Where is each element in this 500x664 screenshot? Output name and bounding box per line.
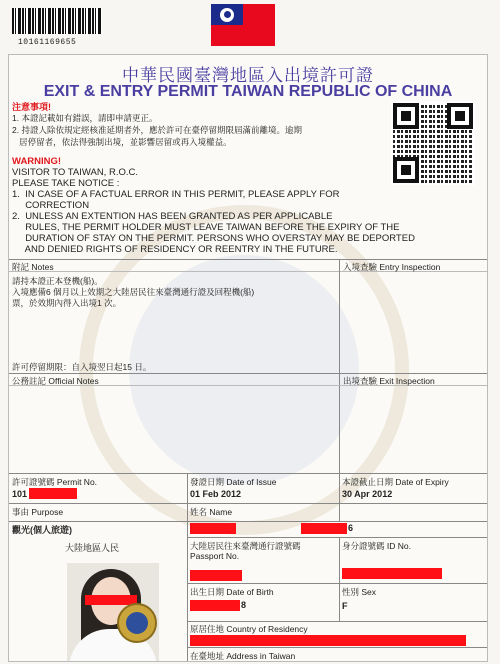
official-notes-label: 公務註記 Official Notes (12, 376, 99, 386)
id-no-label: 身分證號碼 ID No. (342, 541, 411, 551)
date-of-issue-label: 發證日期 Date of Issue (190, 477, 277, 487)
date-of-birth-value-tail: 8 (241, 600, 247, 610)
date-of-expiry-value: 30 Apr 2012 (342, 489, 393, 499)
notice-item-2-cont: 居停留者，依法得強制出境，並影響居留或再入境權益。 (12, 137, 232, 147)
notes-label: 附記 Notes (12, 262, 54, 272)
date-of-birth-label: 出生日期 Date of Birth (190, 587, 274, 597)
notice-item-1: 1. 本證記載如有錯誤，請即申請更正。 (12, 113, 158, 123)
notice-heading-zh: 注意事項! (12, 102, 51, 112)
warning-line-3: 1. IN CASE OF A FACTUAL ERROR IN THIS PERMIT, PLEASE APPLY FOR (12, 189, 340, 200)
warning-line-7: DURATION OF STAY ON THE PERMIT. PERSONS WHO OVERSTAY MAY BE DEPORTED (12, 233, 415, 244)
id-no-redaction (342, 568, 442, 579)
agency-emblem-icon (117, 603, 157, 643)
passport-no-label-zh: 大陸居民往來臺灣通行證號碼 (190, 541, 301, 551)
address-label: 在臺地址 Address in Taiwan (190, 651, 296, 661)
sex-value: F (342, 601, 348, 611)
permit-no-label: 許可證號碼 Permit No. (12, 477, 98, 487)
name-value-tail: 6 (348, 523, 354, 533)
notes-line-3: 票，於效期內得入出境1 次。 (12, 298, 122, 308)
date-of-birth-redaction (190, 600, 240, 611)
title-chinese: 中華民國臺灣地區入出境許可證 (122, 66, 374, 85)
warning-line-4: CORRECTION (12, 200, 90, 211)
exit-inspection-label: 出境查驗 Exit Inspection (343, 376, 435, 386)
name-label: 姓名 Name (190, 507, 233, 517)
warning-line-2: PLEASE TAKE NOTICE : (12, 178, 120, 189)
title-english: EXIT & ENTRY PERMIT TAIWAN REPUBLIC OF CHINA (43, 83, 453, 100)
notice-item-2: 2. 持證人除依規定經核准延期者外，應於許可在臺停留期限屆滿前離境。逾期 (12, 125, 302, 135)
warning-line-5: 2. UNLESS AN EXTENTION HAS BEEN GRANTED AS PER APPLICABLE (12, 211, 333, 222)
warning-line-1: VISITOR TO TAIWAN, R.O.C. (12, 167, 138, 178)
date-of-issue-value: 01 Feb 2012 (190, 489, 242, 499)
permit-no-redaction (29, 488, 77, 499)
qr-code (391, 101, 475, 185)
passport-no-redaction (190, 570, 242, 581)
name-redaction-2 (301, 523, 347, 534)
barcode (12, 8, 102, 34)
name-redaction-1 (190, 523, 236, 534)
residency-redaction (190, 635, 466, 646)
notes-line-2: 入境應備6 個月以上效期之大陸居民往來臺灣通行證及回程機(船) (12, 287, 255, 297)
purpose-value: 觀光(個人旅遊) (12, 525, 72, 535)
roc-flag-icon (211, 4, 275, 46)
permit-no-value: 101 (12, 489, 28, 499)
holder-type: 大陸地區人民 (65, 543, 120, 553)
stay-period: 許可停留期限：自入境翌日起15 日。 (12, 362, 152, 372)
permit-document (8, 54, 488, 662)
entry-inspection-label: 入境查驗 Entry Inspection (343, 262, 441, 272)
date-of-expiry-label: 本證截止日期 Date of Expiry (342, 477, 449, 487)
warning-heading: WARNING! (12, 156, 62, 167)
residency-label: 原居住地 Country of Residency (190, 624, 308, 634)
purpose-label: 事由 Purpose (12, 507, 64, 517)
warning-line-6: RULES, THE PERMIT HOLDER MUST LEAVE TAIWAN BEFORE THE EXPIRY OF THE (12, 222, 400, 233)
sex-label: 性別 Sex (342, 587, 377, 597)
notes-line-1: 請持本證正本登機(船)。 (12, 276, 103, 286)
passport-no-label-en: Passport No. (190, 551, 240, 561)
warning-line-8: AND DENIED RIGHTS OF RESIDENCY OR REENTRY IN THE FUTURE. (12, 244, 338, 255)
barcode-number: 10161169655 (18, 38, 77, 47)
